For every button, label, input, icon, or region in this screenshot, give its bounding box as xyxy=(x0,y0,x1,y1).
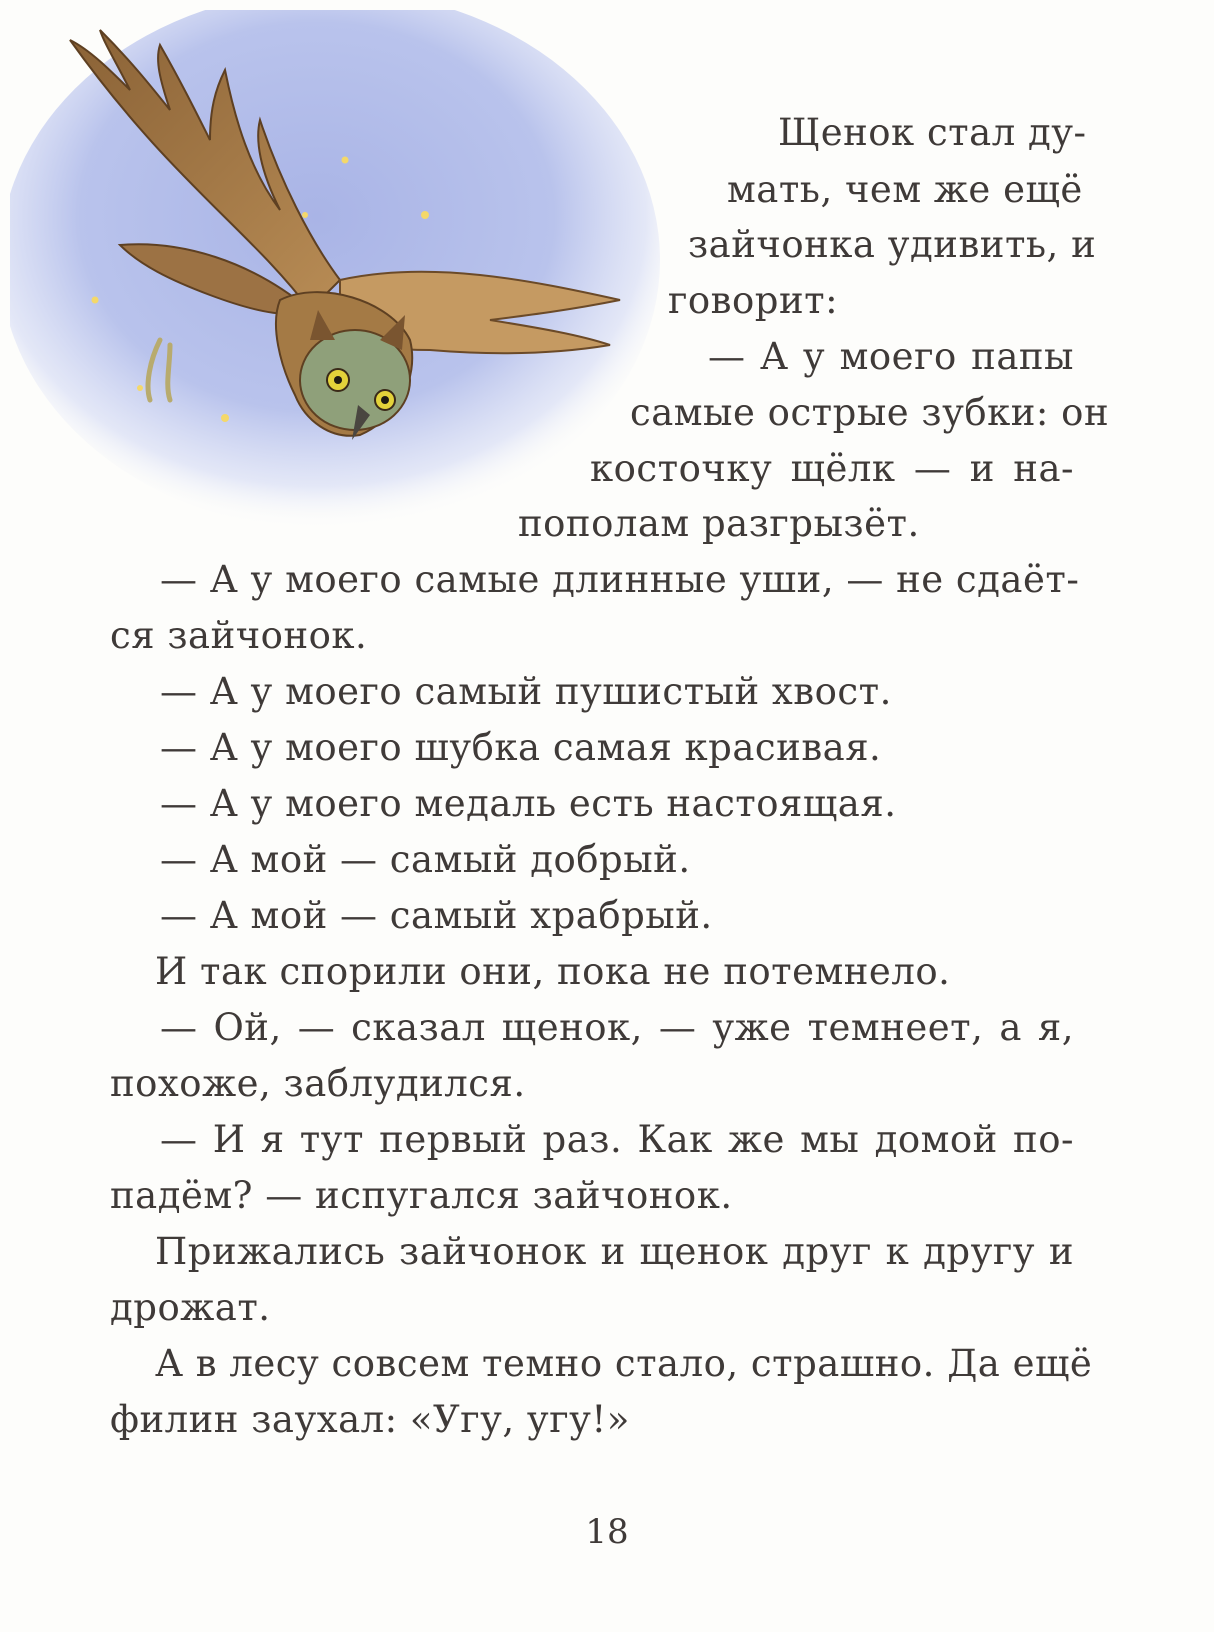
text-line-23: А в лесу совсем темно стало, страшно. Да ещё xyxy=(155,1342,1093,1385)
text-line-9: — А у моего самые длинные уши, — не сдаёт- xyxy=(160,558,1080,601)
text-line-3: зайчонка удивить, и xyxy=(688,223,1097,266)
text-line-14: — А мой — самый добрый. xyxy=(160,838,691,881)
text-line-6: самые острые зубки: он xyxy=(630,391,1110,434)
text-line-4: говорит: xyxy=(668,279,839,322)
text-line-5: — А у моего папы xyxy=(708,335,1074,378)
text-line-21: Прижались зайчонок и щенок друг к другу и xyxy=(155,1230,1074,1273)
page-number: 18 xyxy=(585,1512,629,1552)
text-line-13: — А у моего медаль есть настоящая. xyxy=(160,782,897,825)
owl-illustration xyxy=(10,10,660,530)
text-line-7: косточку щёлк — и на- xyxy=(590,447,1074,490)
text-line-12: — А у моего шубка самая красивая. xyxy=(160,726,882,769)
text-line-1: Щенок стал ду- xyxy=(778,111,1087,154)
text-line-8: пополам разгрызёт. xyxy=(518,502,920,545)
text-line-19: — И я тут первый раз. Как же мы домой по- xyxy=(160,1118,1074,1161)
text-line-15: — А мой — самый храбрый. xyxy=(160,894,713,937)
text-line-11: — А у моего самый пушистый хвост. xyxy=(160,670,892,713)
text-line-10: ся зайчонок. xyxy=(110,614,368,657)
text-line-18: похоже, заблудился. xyxy=(110,1062,526,1105)
text-line-20: падём? — испугался зайчонок. xyxy=(110,1174,733,1217)
text-line-22: дрожат. xyxy=(110,1286,271,1329)
text-line-16: И так спорили они, пока не потемнело. xyxy=(155,950,951,993)
text-line-24: филин заухал: «Угу, угу!» xyxy=(110,1398,630,1441)
text-line-2: мать, чем же ещё xyxy=(727,168,1083,211)
text-line-17: — Ой, — сказал щенок, — уже темнеет, а я, xyxy=(160,1006,1074,1049)
